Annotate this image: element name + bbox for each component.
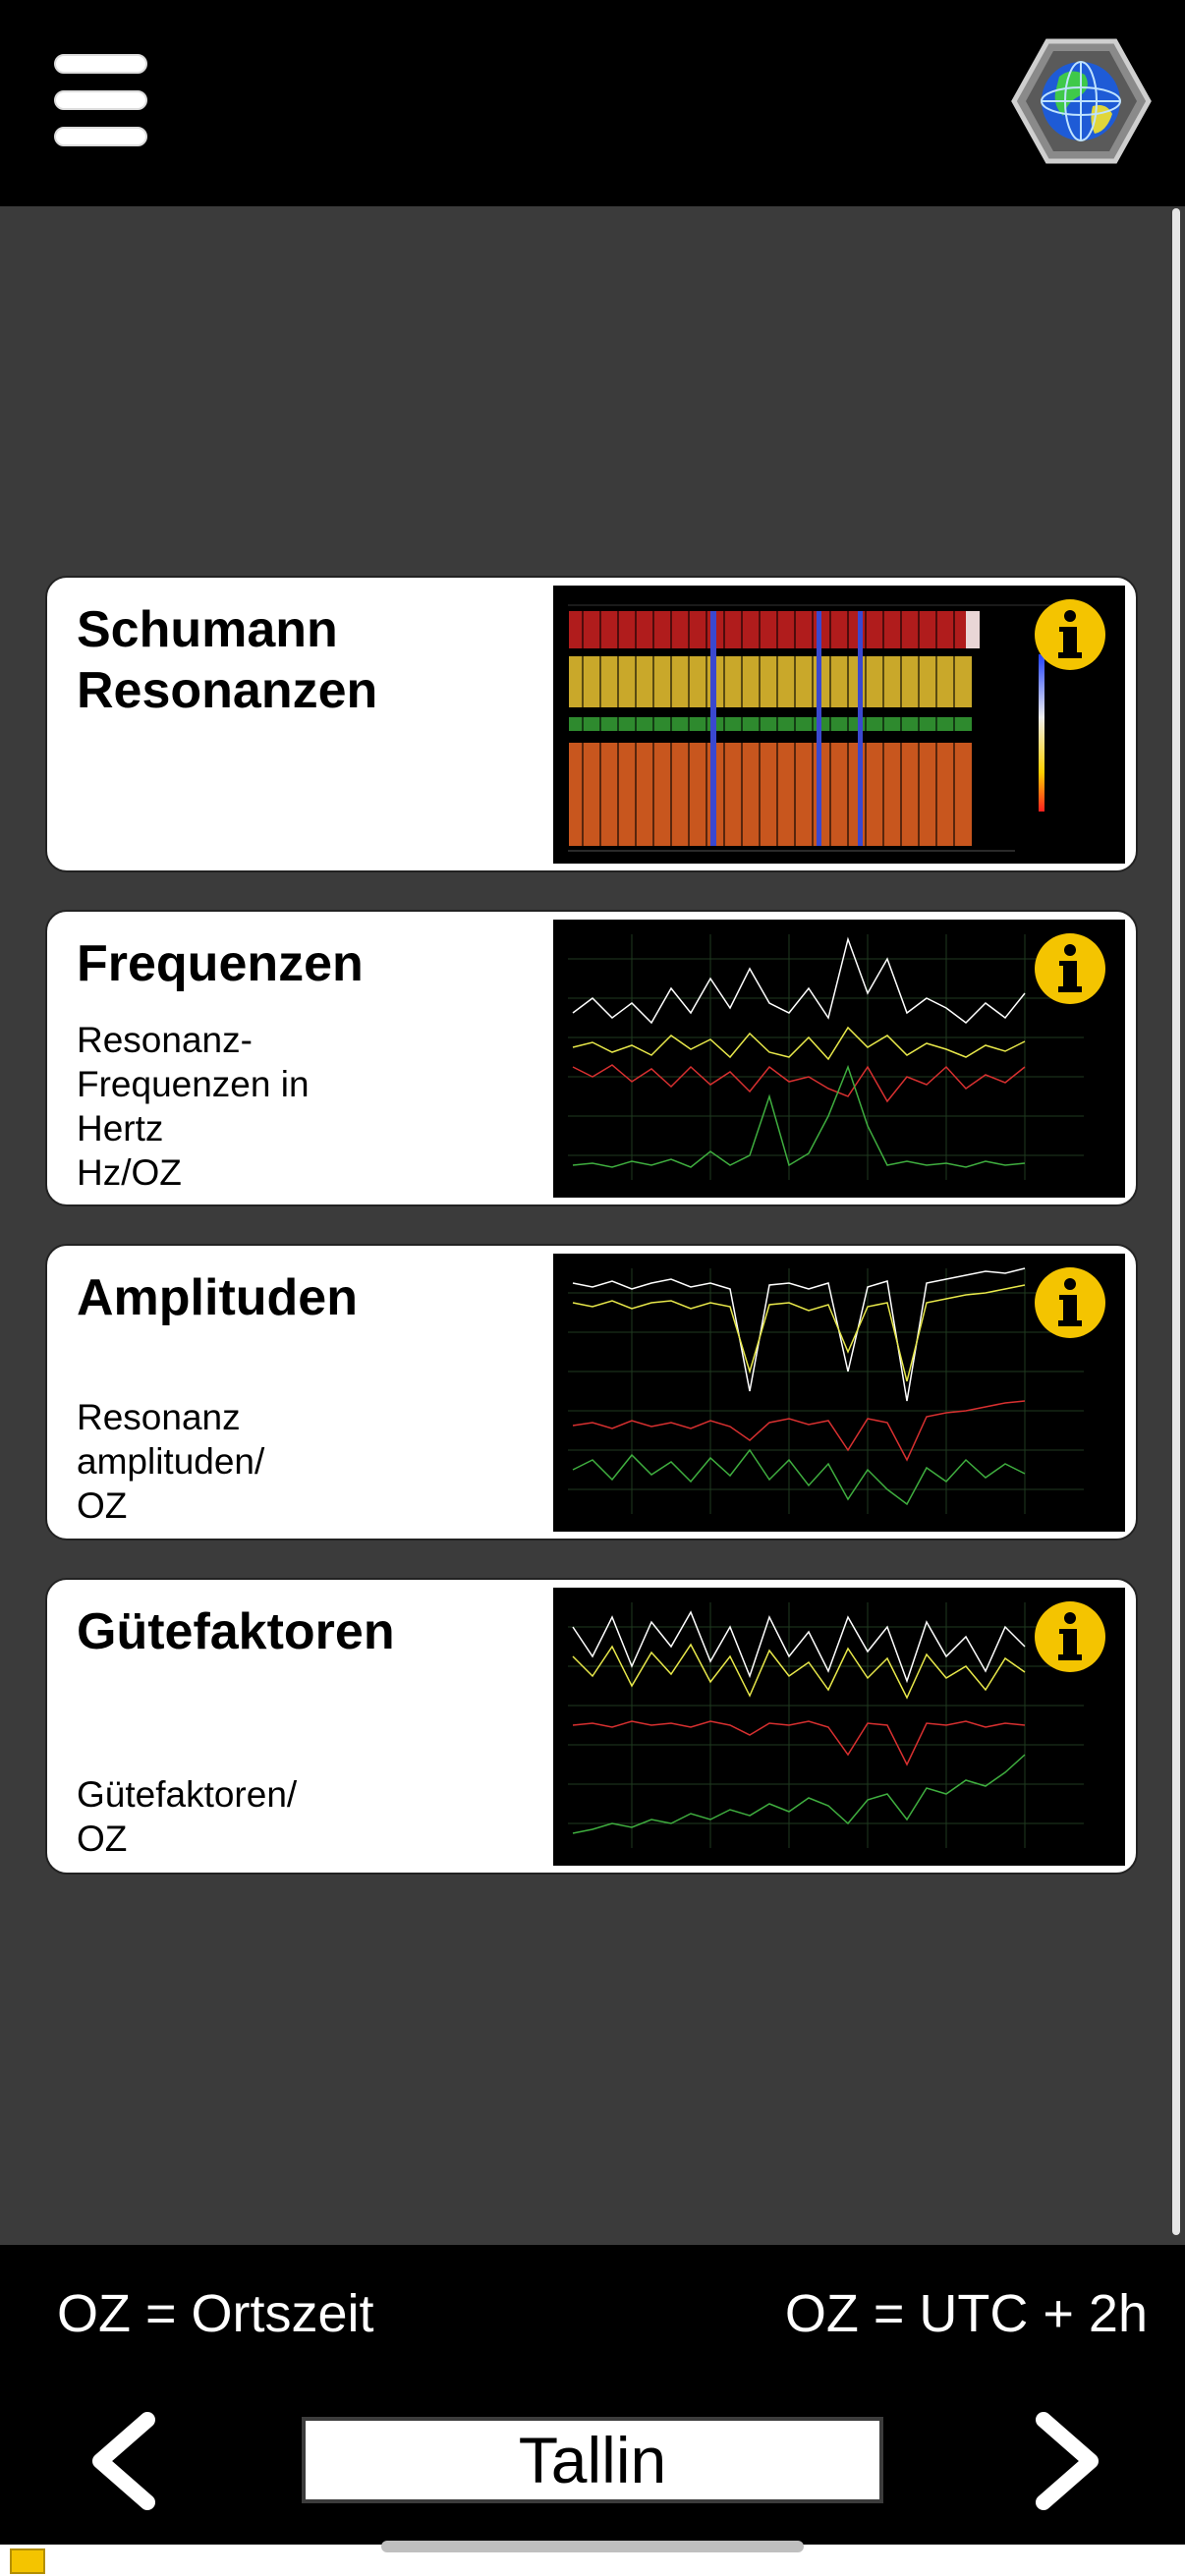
card-amplituden[interactable] xyxy=(45,1244,1138,1540)
card-title: Schumann Resonanzen xyxy=(77,601,378,719)
progress-indicator xyxy=(10,2548,45,2574)
content-area xyxy=(0,206,1185,2245)
home-indicator[interactable] xyxy=(381,2541,804,2552)
info-icon[interactable] xyxy=(1033,1265,1107,1340)
info-icon[interactable] xyxy=(1033,1599,1107,1674)
card-description: Gütefaktoren/ OZ xyxy=(77,1774,298,1859)
chevron-right-icon[interactable] xyxy=(1024,2412,1112,2510)
hamburger-menu-icon[interactable] xyxy=(54,54,147,147)
timezone-label-local: OZ = Ortszeit xyxy=(57,2284,374,2343)
scrollbar[interactable] xyxy=(1172,208,1180,2235)
globe-logo-icon[interactable] xyxy=(1010,37,1153,165)
card-description: Resonanz amplituden/ OZ xyxy=(77,1397,265,1526)
info-icon[interactable] xyxy=(1033,931,1107,1006)
card-title: Frequenzen xyxy=(77,935,364,992)
city-selector[interactable]: Tallin xyxy=(302,2417,883,2503)
card-title: Gütefaktoren xyxy=(77,1603,395,1660)
info-icon[interactable] xyxy=(1033,597,1107,672)
card-schumann-resonanzen[interactable] xyxy=(45,576,1138,872)
card-description: Resonanz- Frequenzen in Hertz Hz/OZ xyxy=(77,1020,310,1193)
card-title: Amplituden xyxy=(77,1269,358,1326)
top-bar xyxy=(0,0,1185,206)
chevron-left-icon[interactable] xyxy=(79,2412,167,2510)
card-guetefaktoren[interactable] xyxy=(45,1578,1138,1875)
timezone-label-utc-offset: OZ = UTC + 2h xyxy=(784,2284,1148,2343)
card-frequenzen[interactable] xyxy=(45,910,1138,1206)
